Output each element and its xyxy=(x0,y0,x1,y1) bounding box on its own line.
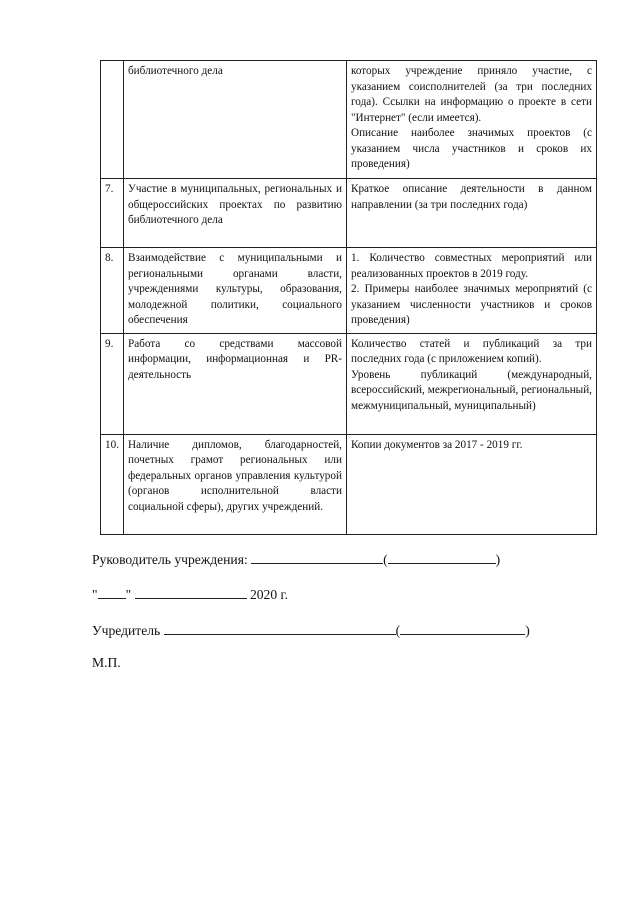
founder-signature-blank[interactable] xyxy=(164,619,396,635)
founder-name-blank[interactable] xyxy=(400,619,525,635)
description-line: 2. Примеры наиболее значимых мероприятий (с указанием численности участников и сроков проведения) xyxy=(350,283,592,326)
table-row xyxy=(101,179,597,248)
table-row xyxy=(101,333,597,434)
date-line xyxy=(92,583,288,603)
criterion-name: Наличие дипломов, благодарностей, почетных грамот региональных или федеральных органов управления культурой (органов исполнительной власти социальной сферы), других учреждений. xyxy=(123,434,346,534)
description-line: Копии документов за 2017 - 2019 гг. xyxy=(350,438,523,451)
table-row xyxy=(101,434,597,534)
description-line: 1. Количество совместных мероприятий или реализованных проектов в 2019 году. xyxy=(350,252,592,280)
row-number: 8. xyxy=(101,248,124,334)
founder-signature-line xyxy=(92,619,530,639)
description-line: Количество статей и публикаций за три последних года (с приложением копий). xyxy=(350,337,592,365)
head-label: Руководитель учреждения: xyxy=(92,552,248,567)
row-number: 9. xyxy=(101,333,124,434)
head-signature-blank[interactable] xyxy=(251,548,383,564)
criteria-table xyxy=(100,60,597,535)
table-row xyxy=(101,248,597,334)
criterion-name: Взаимодействие с муниципальными и региональными органами власти, учреждениями культуры, образования, молодежной политики, социального обеспечения xyxy=(123,248,346,334)
date-year: 2020 г. xyxy=(249,587,288,602)
description-line: Описание наиболее значимых проектов (с указанием числа участников и сроков их проведения) xyxy=(350,127,592,170)
row-number: 10. xyxy=(101,434,124,534)
paren-open: ( xyxy=(395,623,401,638)
criterion-description xyxy=(346,61,596,179)
description-line: которых учреждение приняло участие, с указанием соисполнителей (за три последних года). Ссылки на информацию о проекте в сети "Интернет" (если имеется). xyxy=(350,65,592,124)
quote-close: " xyxy=(125,587,132,602)
description-line: Краткое описание деятельности в данном направлении (за три последних года) xyxy=(350,183,592,211)
criterion-description xyxy=(346,248,596,334)
paren-close: ) xyxy=(495,552,501,567)
paren-open: ( xyxy=(383,552,388,567)
founder-label: Учредитель xyxy=(92,623,161,638)
paren-close: ) xyxy=(525,623,530,638)
row-number: 7. xyxy=(101,179,124,248)
stamp-place: М.П. xyxy=(92,655,121,670)
criterion-name: Работа со средствами массовой информации, информационная и PR-деятельность xyxy=(123,333,346,434)
head-signature-line xyxy=(92,548,500,568)
criterion-description xyxy=(346,434,596,534)
day-blank[interactable] xyxy=(98,583,126,599)
criterion-name: Участие в муниципальных, региональных и общероссийских проектах по развитию библиотечного дела xyxy=(123,179,346,248)
row-number xyxy=(101,61,124,179)
criterion-description xyxy=(346,179,596,248)
description-line: Уровень публикаций (международный, всероссийский, межрегиональный, региональный, межмуниципальный, муниципальный) xyxy=(350,368,592,412)
criterion-description xyxy=(346,333,596,434)
quote-open: " xyxy=(92,587,98,602)
table-row xyxy=(101,61,597,179)
month-blank[interactable] xyxy=(135,583,247,599)
criterion-name: библиотечного дела xyxy=(123,61,346,179)
head-name-blank[interactable] xyxy=(388,548,496,564)
